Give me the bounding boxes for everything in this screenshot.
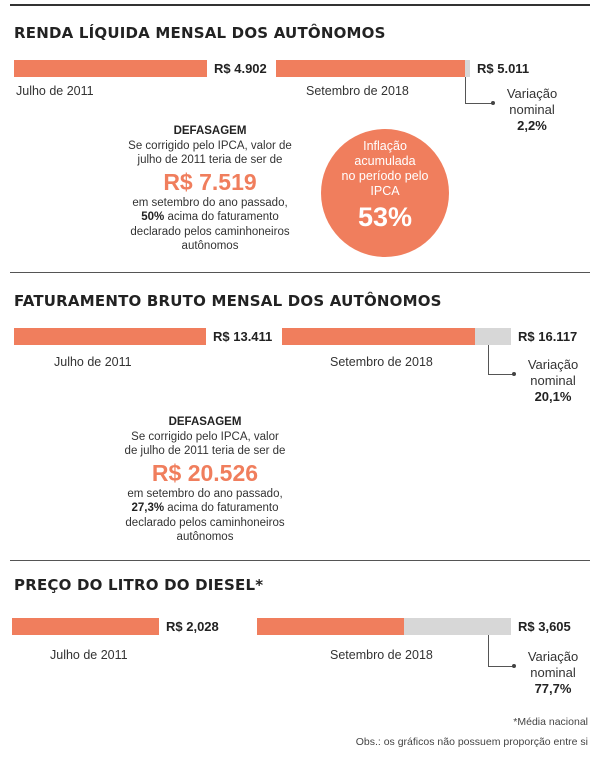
bar-diesel-2018-base bbox=[257, 618, 404, 635]
divider-2 bbox=[10, 560, 590, 561]
defasagem-renda-line2: julho de 2011 teria de ser de bbox=[137, 154, 283, 166]
variation-renda-value: 2,2% bbox=[517, 118, 547, 133]
top-rule bbox=[10, 4, 590, 6]
value-fat-2018: R$ 16.117 bbox=[518, 329, 578, 344]
defasagem-renda-line4: acima do faturamento bbox=[164, 211, 279, 223]
defasagem-fat-line6: autônomos bbox=[176, 531, 234, 543]
variation-fat-label-2: nominal bbox=[530, 373, 576, 388]
defasagem-fat-value: R$ 20.526 bbox=[151, 459, 259, 486]
value-diesel-2018: R$ 3,605 bbox=[518, 619, 571, 634]
divider-1 bbox=[10, 272, 590, 273]
inflation-line3: no período pelo bbox=[341, 169, 429, 183]
footnote-media-nacional: *Média nacional bbox=[513, 716, 588, 728]
leader-renda-dot bbox=[491, 101, 495, 105]
defasagem-renda-line6: autônomos bbox=[181, 240, 239, 252]
leader-diesel-dot bbox=[512, 664, 516, 668]
label-renda-2011: Julho de 2011 bbox=[16, 84, 94, 98]
variation-fat-label-1: Variação bbox=[527, 357, 579, 372]
bar-fat-2018-increase bbox=[475, 328, 511, 345]
leader-fat bbox=[488, 345, 489, 375]
defasagem-renda-value: R$ 7.519 bbox=[163, 168, 257, 195]
section-title-renda: RENDA LÍQUIDA MENSAL DOS AUTÔNOMOS bbox=[14, 24, 386, 42]
label-fat-2018: Setembro de 2018 bbox=[330, 355, 433, 369]
defasagem-fat-pct: 27,3% bbox=[131, 502, 165, 514]
variation-renda-label-1: Variação bbox=[506, 86, 558, 101]
leader-diesel-h bbox=[488, 666, 514, 667]
variation-diesel-value: 77,7% bbox=[534, 681, 572, 696]
value-renda-2011: R$ 4.902 bbox=[214, 61, 267, 76]
inflation-line4: IPCA bbox=[370, 184, 400, 198]
variation-fat-value: 20,1% bbox=[534, 389, 572, 404]
bar-diesel-2011 bbox=[12, 618, 159, 635]
value-renda-2018: R$ 5.011 bbox=[477, 61, 530, 76]
inflation-circle bbox=[321, 129, 449, 257]
defasagem-fat-line4: acima do faturamento bbox=[164, 502, 279, 514]
bar-renda-2018-increase bbox=[465, 60, 470, 77]
variation-renda-label-2: nominal bbox=[509, 102, 555, 117]
variation-fat bbox=[517, 357, 589, 405]
defasagem-fat-line4-wrap bbox=[98, 501, 312, 516]
value-fat-2011: R$ 13.411 bbox=[213, 329, 273, 344]
section-title-faturamento: FATURAMENTO BRUTO MENSAL DOS AUTÔNOMOS bbox=[14, 292, 442, 310]
defasagem-renda-head: DEFASAGEM bbox=[173, 125, 247, 137]
defasagem-renda-line5: declarado pelos caminhoneiros bbox=[130, 225, 290, 238]
bar-renda-2011 bbox=[14, 60, 207, 77]
leader-renda-h bbox=[465, 103, 493, 104]
section-title-diesel: PREÇO DO LITRO DO DIESEL* bbox=[14, 576, 264, 594]
defasagem-renda-line4-wrap bbox=[112, 210, 308, 225]
inflation-value: 53% bbox=[357, 202, 413, 232]
leader-renda bbox=[465, 77, 466, 104]
label-diesel-2018: Setembro de 2018 bbox=[330, 648, 433, 662]
defasagem-fat-line2: de julho de 2011 teria de ser de bbox=[124, 445, 286, 457]
inflation-line1: Inflação bbox=[363, 139, 407, 153]
leader-fat-h bbox=[488, 374, 514, 375]
defasagem-fat bbox=[98, 415, 312, 545]
variation-diesel-label-2: nominal bbox=[530, 665, 576, 680]
defasagem-renda-line3: em setembro do ano passado, bbox=[132, 196, 288, 209]
bar-renda-2018-base bbox=[276, 60, 465, 77]
inflation-line2: acumulada bbox=[354, 154, 416, 168]
bar-fat-2011 bbox=[14, 328, 206, 345]
bar-diesel-2018-increase bbox=[404, 618, 511, 635]
leader-fat-dot bbox=[512, 372, 516, 376]
variation-diesel bbox=[517, 649, 589, 697]
leader-diesel bbox=[488, 635, 489, 667]
label-renda-2018: Setembro de 2018 bbox=[306, 84, 409, 98]
defasagem-renda bbox=[112, 124, 308, 254]
label-diesel-2011: Julho de 2011 bbox=[50, 648, 128, 662]
label-fat-2011: Julho de 2011 bbox=[54, 355, 132, 369]
variation-renda bbox=[496, 86, 568, 134]
defasagem-fat-line1: Se corrigido pelo IPCA, valor bbox=[131, 430, 279, 443]
footnote-obs: Obs.: os gráficos não possuem proporção entre si bbox=[355, 736, 588, 748]
bar-fat-2018-base bbox=[282, 328, 475, 345]
defasagem-renda-pct: 50% bbox=[141, 211, 165, 223]
variation-diesel-label-1: Variação bbox=[527, 649, 579, 664]
defasagem-fat-line3: em setembro do ano passado, bbox=[127, 487, 283, 500]
inflation-text bbox=[321, 139, 449, 199]
defasagem-fat-line5: declarado pelos caminhoneiros bbox=[125, 516, 285, 529]
defasagem-renda-line1: Se corrigido pelo IPCA, valor de bbox=[128, 139, 292, 152]
value-diesel-2011: R$ 2,028 bbox=[166, 619, 219, 634]
defasagem-fat-head: DEFASAGEM bbox=[168, 416, 242, 428]
